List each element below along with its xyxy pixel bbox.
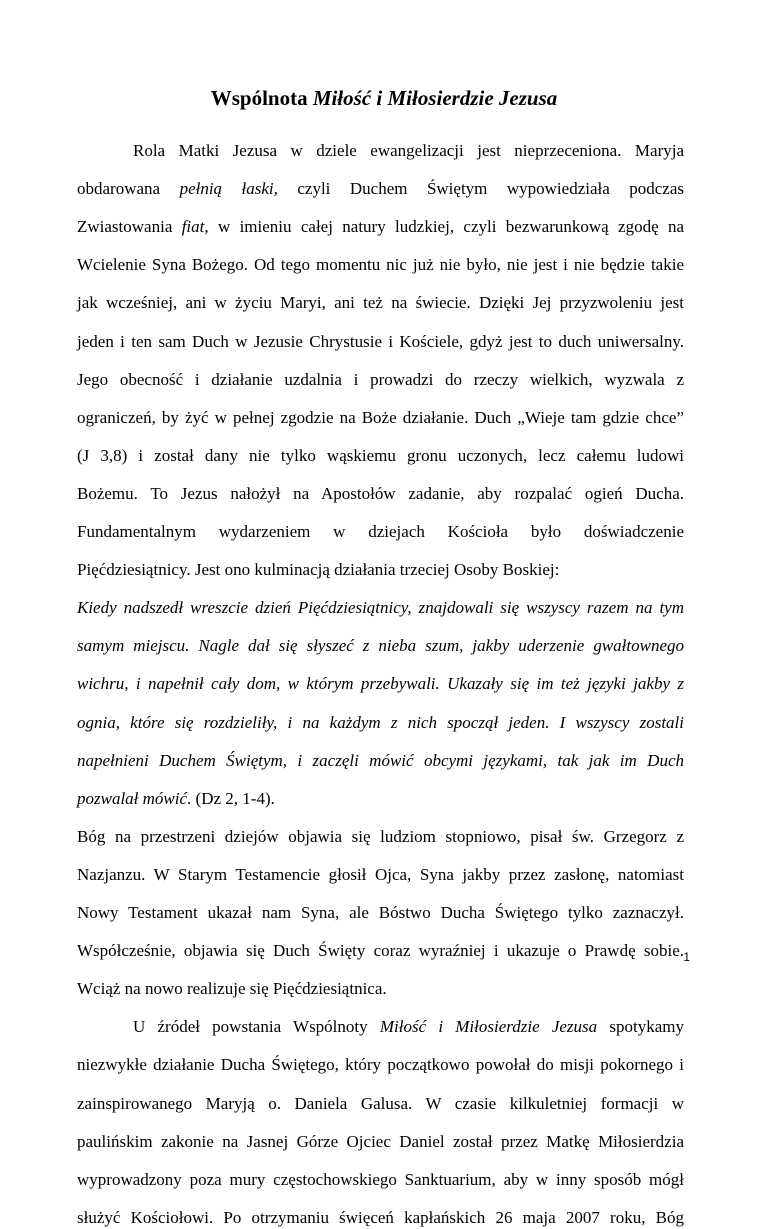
italic-text: pełnią łaski,	[179, 179, 278, 199]
text-line	[77, 178, 684, 200]
italic-text: samym miejscu. Nagle dał się słyszeć z nieba szum, jakby uderzenie gwałtownego	[77, 636, 684, 656]
text-run: Fundamentalnym wydarzeniem w dziejach Kościoła było doświadczenie	[77, 522, 684, 541]
text-run: ograniczeń, by żyć w pełnej zgodzie na Boże działanie. Duch „Wieje tam gdzie chce”	[77, 407, 684, 427]
text-line	[77, 1131, 684, 1153]
text-line	[77, 407, 684, 429]
text-line	[77, 635, 684, 657]
italic-text: pozwalał mówić	[77, 788, 188, 808]
text-run: Nazjanzu. W Starym Testamencie głosił Ojca, Syna jakby przez zasłonę, natomiast	[77, 864, 684, 884]
text-line	[77, 292, 684, 314]
text-run: obdarowana	[77, 179, 180, 199]
text-line	[77, 597, 684, 619]
italic-text: ognia, które się rozdzieliły, i na każdym z nich spoczął jeden. I wszyscy zostali	[77, 712, 684, 732]
text-run: Nowy Testament ukazał nam Syna, ale Bóstwo Ducha Świętego tylko zaznaczył.	[77, 903, 684, 922]
text-line	[77, 216, 684, 238]
text-run: spotykamy	[597, 1017, 684, 1037]
text-line	[77, 331, 684, 353]
text-line	[77, 521, 684, 543]
text-run: niezwykłe działanie Ducha Świętego, który początkowo powołał do misji pokornego i	[77, 1055, 684, 1075]
text-line	[77, 1093, 684, 1115]
text-line	[77, 750, 684, 772]
text-run: Jego obecność i działanie uzdalnia i prowadzi do rzeczy wielkich, wyzwala z	[77, 369, 684, 389]
text-run: Bożemu. To Jezus nałożył na Apostołów zadanie, aby rozpalać ogień Ducha.	[77, 483, 684, 503]
text-line	[77, 1054, 684, 1076]
text-line	[77, 1207, 684, 1229]
text-line	[77, 978, 684, 1000]
text-line	[133, 140, 684, 162]
text-run: jak wcześniej, ani w życiu Maryi, ani też na świecie. Dzięki Jej przyzwoleniu jest	[77, 293, 684, 313]
text-line	[77, 940, 684, 962]
text-line	[77, 673, 684, 695]
italic-text: napełnieni Duchem Świętym, i zaczęli mówić obcymi językami, tak jak im Duch	[77, 750, 684, 770]
text-run: Pięćdziesiątnicy. Jest ono kulminacją działania trzeciej Osoby Boskiej:	[77, 560, 560, 580]
text-run: Współcześnie, objawia się Duch Święty coraz wyraźniej i ukazuje o Prawdę sobie.	[77, 941, 684, 961]
text-line	[77, 1169, 684, 1191]
text-run: U źródeł powstania Wspólnoty	[133, 1017, 380, 1037]
text-run: . (Dz 2, 1-4).	[187, 788, 275, 808]
italic-text: wichru, i napełnił cały dom, w którym przebywali. Ukazały się im też języki jakby z	[77, 674, 684, 694]
text-line	[77, 445, 684, 467]
italic-text: Miłość i Miłosierdzie Jezusa	[379, 1017, 598, 1037]
text-run: czyli Duchem Świętym wypowiedziała podczas	[277, 179, 684, 199]
text-line	[77, 826, 684, 848]
text-run: (J 3,8) i został dany nie tylko wąskiemu gronu uczonych, lecz całemu ludowi	[77, 445, 684, 465]
text-run: wyprowadzony poza mury częstochowskiego Sanktuarium, aby w inny sposób mógł	[77, 1169, 684, 1189]
text-run: Wciąż na nowo realizuje się Pięćdziesiątnica.	[77, 979, 387, 999]
page-number: 1	[683, 950, 690, 964]
text-line	[77, 254, 684, 276]
title-italic: Miłość i Miłosierdzie Jezusa	[312, 86, 558, 110]
title-prefix: Wspólnota	[210, 86, 313, 110]
italic-text: Kiedy nadszedł wreszcie dzień Pięćdziesiątnicy, znajdowali się wszyscy razem na tym	[77, 598, 684, 618]
text-line	[77, 788, 684, 810]
text-run: Wcielenie Syna Bożego. Od tego momentu nic już nie było, nie jest i nie będzie takie	[77, 255, 684, 275]
text-run: paulińskim zakonie na Jasnej Górze Ojciec Daniel został przez Matkę Miłosierdzia	[77, 1131, 684, 1151]
text-run: Bóg na przestrzeni dziejów objawia się ludziom stopniowo, pisał św. Grzegorz z	[77, 826, 684, 846]
text-run: służyć Kościołowi. Po otrzymaniu święceń kapłańskich 26 maja 2007 roku, Bóg	[77, 1207, 684, 1227]
text-run: Zwiastowania	[77, 217, 182, 237]
text-run: zainspirowanego Maryją o. Daniela Galusa. W czasie kilkuletniej formacji w	[77, 1093, 684, 1113]
text-line	[77, 559, 684, 581]
text-line	[133, 1016, 684, 1038]
text-line	[77, 369, 684, 391]
text-line	[77, 483, 684, 505]
text-run: Rola Matki Jezusa w dziele ewangelizacji jest nieprzeceniona. Maryja	[133, 141, 684, 160]
text-run: jeden i ten sam Duch w Jezusie Chrystusie i Kościele, gdyż jest to duch uniwersalny.	[77, 331, 684, 351]
text-line	[77, 712, 684, 734]
text-line	[77, 864, 684, 886]
text-run: , w imieniu całej natury ludzkiej, czyli bezwarunkową zgodę na	[204, 217, 684, 237]
text-line	[77, 902, 684, 924]
italic-text: fiat	[181, 217, 205, 237]
document-title	[0, 85, 768, 111]
